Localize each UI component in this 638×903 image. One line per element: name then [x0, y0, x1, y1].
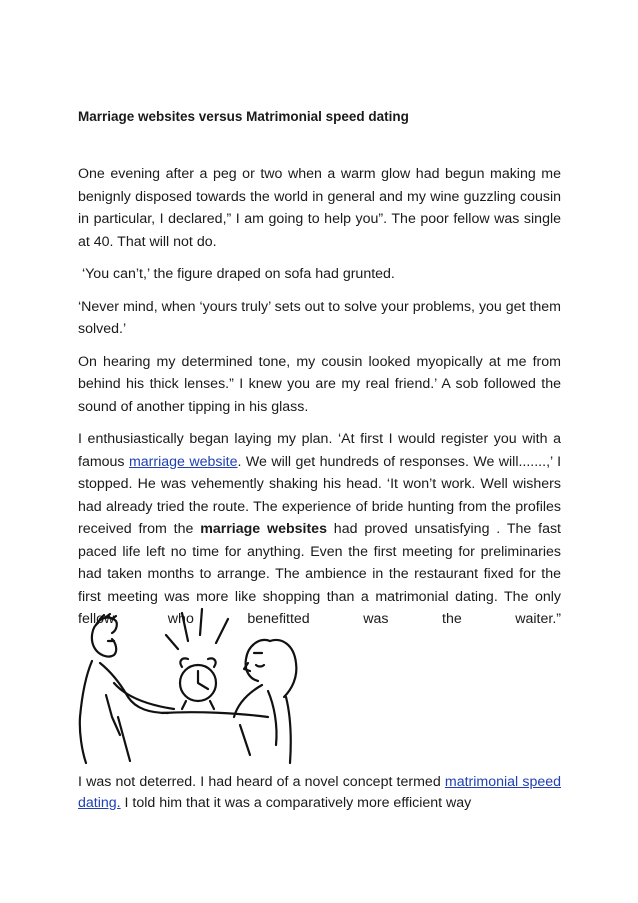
paragraph-1: One evening after a peg or two when a warm glow had begun making me benignly disposed towards the world in general and my wine guzzling cousin in particular, I declared,” I am going to help you”. The poor fellow was single at 40. That will not do.: [78, 166, 561, 250]
paragraph-6: [78, 772, 561, 814]
paragraph-6-text-a: I was not deterred. I had heard of a novel concept termed: [78, 774, 445, 790]
document-body: [78, 163, 561, 641]
speed-dating-sketch-icon: [78, 605, 308, 765]
matrimonial-speed-dating-link[interactable]: matrimonial speed dating.: [78, 774, 562, 811]
document-continuation: [78, 772, 561, 814]
paragraph-5-text-c: had proved unsatisfying . The fast paced life left no time for anything. Even the first meeting for preliminaries had taken months to arrange. The ambience in the restaurant fixed for the first meeting was more like shopping than a matrimonial dating. The only fellow who benefitted was the waiter.”: [78, 521, 561, 627]
marriage-websites-bold: marriage websites: [200, 521, 327, 537]
paragraph-5-text-a: I enthusiastically began laying my plan. ‘At first I would register you with a famous: [78, 431, 561, 470]
paragraph-4: On hearing my determined tone, my cousin looked myopically at me from behind his thick lenses.” I knew you are my real friend.’ A sob followed the sound of another tipping in his glass.: [78, 353, 561, 415]
paragraph-6-text-b: I told him that it was a comparatively more efficient way: [120, 795, 472, 811]
document-title: Marriage websites versus Matrimonial speed dating: [78, 109, 409, 124]
marriage-website-link[interactable]: marriage website: [128, 453, 238, 470]
paragraph-5-text-b: . We will get hundreds of responses. We will.......,’ I stopped. He was vehemently shaking his head. ‘It won’t work. Well wishers had already tried the route. The experience of bride hunting from the profiles received from the: [78, 453, 562, 537]
paragraph-3: ‘Never mind, when ‘yours truly’ sets out to solve your problems, you get them solved.’: [78, 298, 561, 337]
paragraph-5: [78, 428, 561, 631]
paragraph-2: ‘You can’t,’ the figure draped on sofa had grunted.: [82, 266, 395, 282]
